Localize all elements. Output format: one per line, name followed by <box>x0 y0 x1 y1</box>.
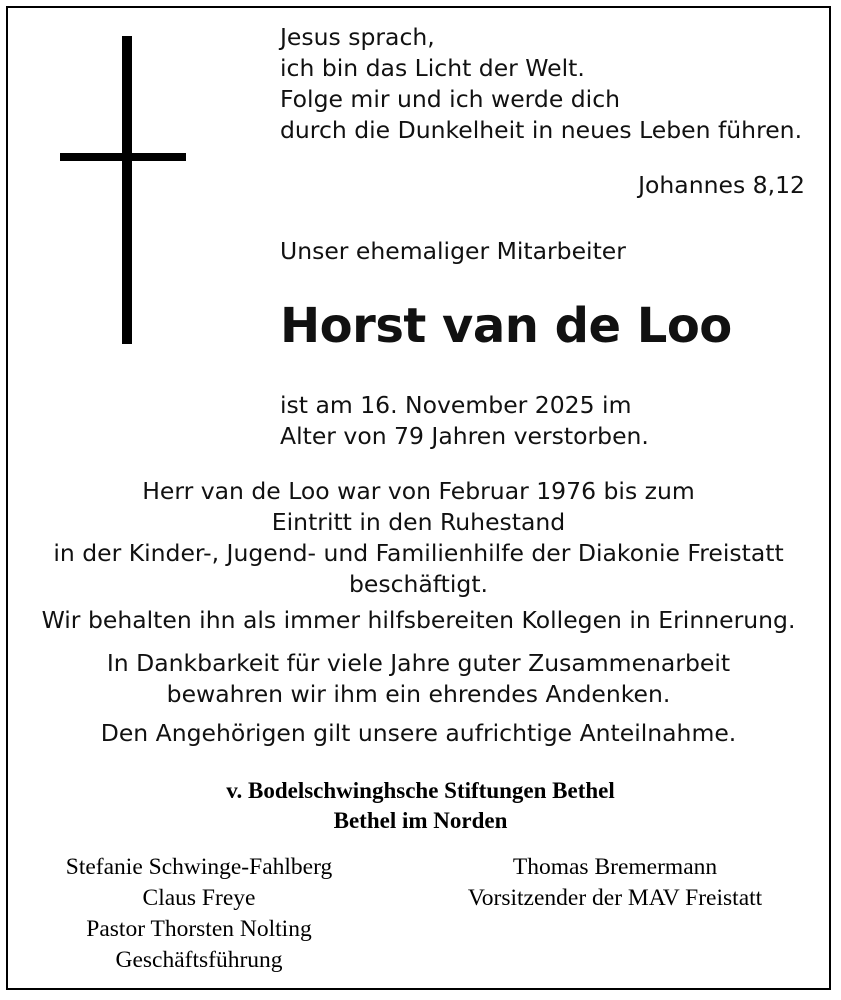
signatory-line: Claus Freye <box>142 885 256 911</box>
verse-line: Folge mir und ich werde dich <box>280 85 621 113</box>
career-line: beschäftigt. <box>348 570 489 598</box>
career-paragraph <box>8 476 829 600</box>
verse-line: ich bin das Licht der Welt. <box>280 54 585 82</box>
signatory-line: Thomas Bremermann <box>512 854 718 880</box>
cross-horizontal-bar <box>60 153 186 161</box>
deceased-name: Horst van de Loo <box>280 298 732 354</box>
organization-line: v. Bodelschwinghsche Stiftungen Bethel <box>226 778 615 803</box>
signatory-line: Geschäftsführung <box>115 947 283 973</box>
condolence-line: Den Angehörigen gilt unsere aufrichtige Anteilnahme. <box>100 719 737 747</box>
memory-paragraph <box>8 605 829 636</box>
signatories-right <box>430 852 800 914</box>
bible-verse <box>280 22 802 146</box>
organization-name <box>0 776 841 836</box>
signatories-left <box>34 852 364 976</box>
verse-line: Jesus sprach, <box>280 23 435 51</box>
death-line: Alter von 79 Jahren verstorben. <box>280 422 649 450</box>
obituary-notice <box>6 6 831 990</box>
gratitude-line: In Dankbarkeit für viele Jahre guter Zusammenarbeit <box>106 649 731 677</box>
career-line: Herr van de Loo war von Februar 1976 bis zum <box>142 477 695 505</box>
condolence-paragraph <box>8 718 829 749</box>
career-line: Eintritt in den Ruhestand <box>271 508 566 536</box>
verse-line: durch die Dunkelheit in neues Leben führen. <box>280 116 803 144</box>
intro-text: Unser ehemaliger Mitarbeiter <box>280 237 626 265</box>
organization-line: Bethel im Norden <box>333 808 508 833</box>
memory-line: Wir behalten ihn als immer hilfsbereiten Kollegen in Erinnerung. <box>41 606 796 634</box>
death-statement <box>280 390 649 452</box>
signatory-line: Pastor Thorsten Nolting <box>86 916 312 942</box>
career-line: in der Kinder-, Jugend- und Familienhilfe der Diakonie Freistatt <box>53 539 784 567</box>
signatory-line: Vorsitzender der MAV Freistatt <box>467 885 763 911</box>
gratitude-line: bewahren wir ihm ein ehrendes Andenken. <box>166 680 671 708</box>
signatory-line: Stefanie Schwinge-Fahlberg <box>65 854 333 880</box>
cross-vertical-bar <box>122 36 132 344</box>
death-line: ist am 16. November 2025 im <box>280 391 632 419</box>
gratitude-paragraph <box>8 648 829 710</box>
verse-reference: Johannes 8,12 <box>638 171 805 199</box>
